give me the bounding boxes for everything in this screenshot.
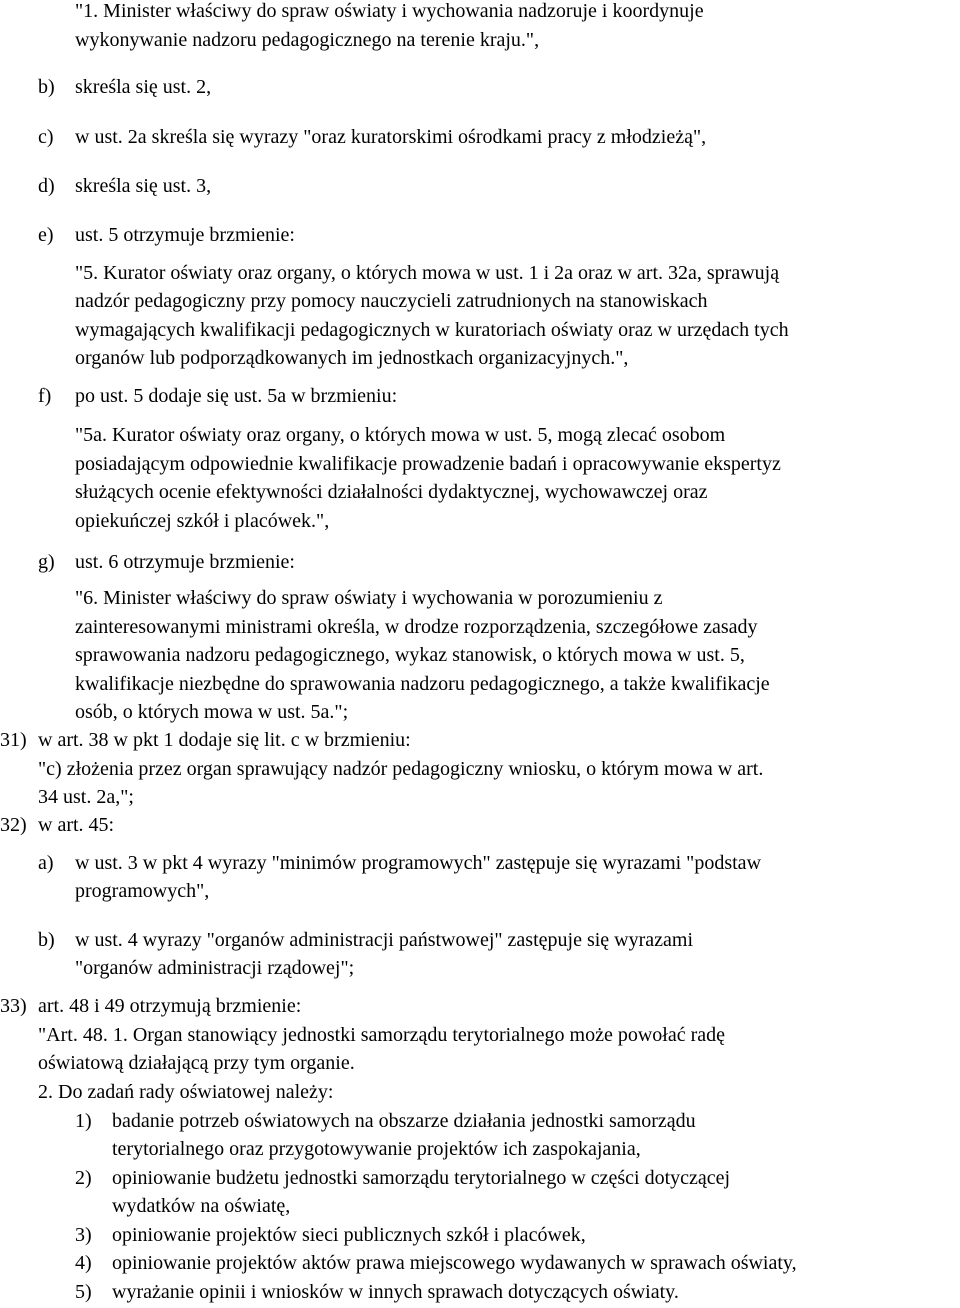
body-text-line: terytorialnego oraz przygotowywanie projektów ich zaspokajania, [112,1138,641,1160]
quote-text-line: 34 ust. 2a,"; [38,786,134,808]
letter-item-g: ust. 6 otrzymuje brzmienie: [75,551,295,573]
list-marker: a) [38,852,54,874]
letter-item-b: w ust. 4 wyrazy "organów administracji państwowej" zastępuje się wyrazami [75,929,694,951]
letter-item-a: w ust. 3 w pkt 4 wyrazy "minimów programowych" zastępuje się wyrazami "podstaw [75,852,762,874]
list-marker: b) [38,929,55,951]
list-marker: 1) [75,1110,92,1132]
numbered-point-32: w art. 45: [38,814,115,836]
sub-point-3: opiniowanie projektów sieci publicznych szkół i placówek, [112,1224,586,1246]
quote-text-line: "c) złożenia przez organ sprawujący nadzór pedagogiczny wniosku, o którym mowa w art. [38,758,764,780]
body-text-line: "organów administracji rządowej"; [75,957,355,979]
letter-item-d: skreśla się ust. 3, [75,175,212,197]
letter-item-f: po ust. 5 dodaje się ust. 5a w brzmieniu: [75,385,398,407]
sub-point-1: badanie potrzeb oświatowych na obszarze działania jednostki samorządu [112,1110,696,1132]
quote-text-line: organów lub podporządkowanych im jednostkach organizacyjnych.", [75,347,629,369]
letter-item-c: w ust. 2a skreśla się wyrazy "oraz kuratorskimi ośrodkami pracy z młodzieżą", [75,126,707,148]
sub-point-2: opiniowanie budżetu jednostki samorządu terytorialnego w części dotyczącej [112,1167,731,1189]
list-marker: 32) [0,814,27,836]
sub-point-4: opiniowanie projektów aktów prawa miejscowego wydawanych w sprawach oświaty, [112,1252,797,1274]
letter-item-b: skreśla się ust. 2, [75,76,212,98]
quote-text-line: posiadającym odpowiednie kwalifikacje prowadzenie badań i opracowywanie ekspertyz [75,453,781,475]
list-marker: 31) [0,729,27,751]
list-marker: f) [38,385,52,407]
quote-text-line: opiekuńczej szkół i placówek.", [75,510,330,532]
list-marker: 5) [75,1281,92,1303]
quote-text-line: sprawowania nadzoru pedagogicznego, wykaz stanowisk, o których mowa w ust. 5, [75,644,745,666]
list-marker: g) [38,551,55,573]
quote-text-line: służących ocenie efektywności działalności dydaktycznej, wychowawczej oraz [75,481,708,503]
list-marker: c) [38,126,54,148]
list-marker: d) [38,175,55,197]
quote-text-line: "5. Kurator oświaty oraz organy, o których mowa w ust. 1 i 2a oraz w art. 32a, sprawują [75,262,780,284]
sub-point-5: wyrażanie opinii i wniosków w innych sprawach dotyczących oświaty. [112,1281,679,1303]
quote-text-line: wymagających kwalifikacji pedagogicznych w kuratoriach oświaty oraz w urzędach tych [75,319,789,341]
numbered-point-33: art. 48 i 49 otrzymują brzmienie: [38,995,302,1017]
quote-text-line: nadzór pedagogiczny przy pomocy nauczycieli zatrudnionych na stanowiskach [75,290,708,312]
quote-text-line: oświatową działającą przy tym organie. [38,1052,355,1074]
list-marker: b) [38,76,55,98]
quote-text-line: kwalifikacje niezbędne do sprawowania nadzoru pedagogicznego, a także kwalifikacje [75,673,770,695]
list-marker: 3) [75,1224,92,1246]
quote-text-line: "5a. Kurator oświaty oraz organy, o których mowa w ust. 5, mogą zlecać osobom [75,424,726,446]
quote-text-line: "Art. 48. 1. Organ stanowiący jednostki samorządu terytorialnego może powołać radę [38,1024,726,1046]
list-marker: 4) [75,1252,92,1274]
body-text-line: programowych", [75,880,210,902]
list-marker: 2) [75,1167,92,1189]
quote-text-line: 2. Do zadań rady oświatowej należy: [38,1081,334,1103]
letter-item-e: ust. 5 otrzymuje brzmienie: [75,224,295,246]
body-text-line: wydatków na oświatę, [112,1195,291,1217]
numbered-point-31: w art. 38 w pkt 1 dodaje się lit. c w brzmieniu: [38,729,411,751]
quote-text-line: osób, o których mowa w ust. 5a."; [75,701,349,723]
quote-text-line: wykonywanie nadzoru pedagogicznego na terenie kraju.", [75,29,540,51]
list-marker: e) [38,224,54,246]
quote-text-line: "1. Minister właściwy do spraw oświaty i wychowania nadzoruje i koordynuje [75,0,704,22]
quote-text-line: "6. Minister właściwy do spraw oświaty i wychowania w porozumieniu z [75,587,663,609]
list-marker: 33) [0,995,27,1017]
quote-text-line: zainteresowanymi ministrami określa, w drodze rozporządzenia, szczegółowe zasady [75,616,758,638]
